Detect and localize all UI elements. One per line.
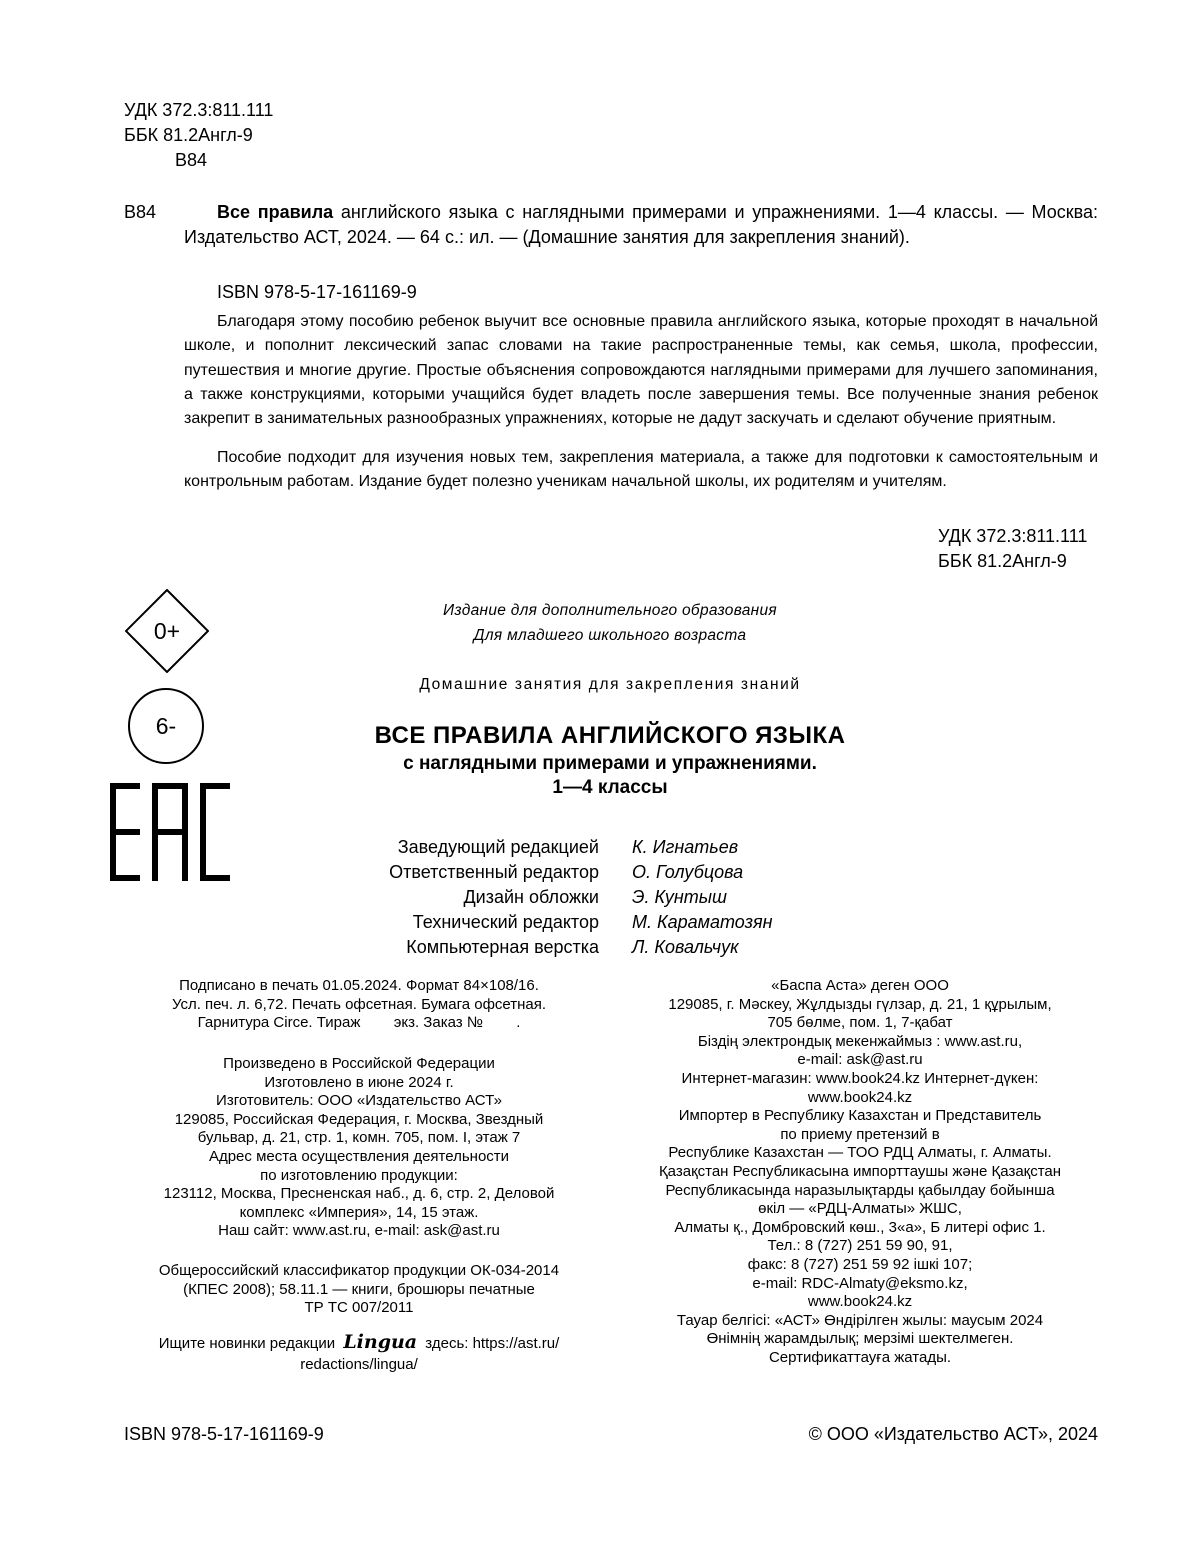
production-line: Произведено в Российской Федерации [223, 1055, 495, 1072]
credit-name: М. Караматозян [632, 912, 773, 932]
kz-info-line: Сертификаттауға жатады. [768, 1348, 952, 1366]
lingua-logo: Lingua [343, 1331, 418, 1353]
book-title-sub: с наглядными примерами и упражнениями. [403, 753, 817, 774]
credit-role: Ответственный редактор [389, 862, 599, 882]
kz-info-line: Өнімнің жарамдылық; мерзімі шектелмеген. [706, 1330, 1014, 1348]
annotation-paragraph-1: Благодаря этому пособию ребенок выучит все основные правила английского языка, которые проходят в начальной школе, и пополнит лексический запас словами на такие распространенные темы, как семья, школа, профессии, путешествия и многие другие. Простые объяснения сопровождаются наглядными примерами для лучшего запоминания, а также конструкциями, которыми учащийся будет владеть после завершения темы. Все полученные знания ребенок закрепит в занимательных разнообразных упражнениях, которые не дадут заскучать и сделают обучение приятным. [184, 313, 1098, 428]
footer-isbn: ISBN 978-5-17-161169-9 [124, 1424, 324, 1444]
kz-info-line: Импортер в Республику Казахстан и Представитель [678, 1107, 1042, 1125]
kz-info-line: Біздің электрондық мекенжаймыз : www.ast.ru, [697, 1032, 1023, 1050]
age-rating-diamond-label: 0+ [153, 617, 181, 644]
biblio-udk: УДК 372.3:811.111 [938, 526, 1088, 546]
production-line: Изготовитель: ООО «Издательство АСТ» [216, 1092, 502, 1110]
production-line: Наш сайт: www.ast.ru, e-mail: ask@ast.ru [218, 1222, 500, 1240]
biblio-title-bold: Все правила [217, 202, 334, 222]
kz-info-line: Тауар белгісі: «АСТ» Өндірілген жылы: маусым 2024 [676, 1311, 1044, 1329]
credit-role: Технический редактор [412, 912, 599, 932]
kz-info-line: www.book24.kz [807, 1088, 913, 1106]
top-index [124, 98, 273, 173]
production-line: 129085, Российская Федерация, г. Москва, Звездный [174, 1110, 544, 1128]
series-title: Домашние занятия для закрепления знаний [419, 676, 801, 693]
age-rating-diamond [125, 589, 209, 673]
credit-row [300, 935, 820, 960]
kz-info-line: «Баспа Аста» деген ООО [771, 977, 949, 994]
lingua-text-after: здесь: https://ast.ru/ [425, 1335, 560, 1352]
production-info [118, 1055, 600, 1241]
kz-info-line: 705 бөлме, пом. 1, 7-қабат [767, 1014, 953, 1032]
kz-info-line: 129085, г. Мәскеу, Жұлдызды гүлзар, д. 21, 1 құрылым, [668, 995, 1052, 1013]
book-title-grades: 1—4 классы [552, 777, 668, 798]
kz-info-line: e-mail: ask@ast.ru [797, 1051, 923, 1069]
credit-role: Дизайн обложки [463, 887, 599, 907]
print-info [118, 977, 600, 1033]
top-udk: УДК 372.3:811.111 [124, 100, 274, 120]
credit-name: Л. Ковальчук [632, 937, 739, 957]
classifier-line: Общероссийский классификатор продукции ОК-034-2014 [158, 1262, 560, 1279]
credit-row [300, 885, 820, 910]
edition-note-1: Издание для дополнительного образования [442, 602, 777, 619]
kz-info-line: Республикасында наразылықтарды қабылдау бойынша [665, 1181, 1055, 1199]
print-info-line: Подписано в печать 01.05.2024. Формат 84×108/16. [179, 977, 539, 994]
footer-copyright: © ООО «Издательство АСТ», 2024 [808, 1424, 1098, 1444]
classifier-info [118, 1262, 600, 1318]
biblio-bbk: ББК 81.2Англ-9 [938, 551, 1067, 571]
kz-info-line: по приему претензий в [780, 1125, 940, 1143]
eac-icon [110, 783, 230, 881]
age-rating-circle: 6- [128, 688, 204, 764]
biblio-index [938, 524, 1087, 574]
eac-mark [110, 783, 230, 881]
kz-info [620, 977, 1100, 1367]
top-bbk: ББК 81.2Англ-9 [124, 125, 253, 145]
biblio-record [184, 200, 1098, 250]
edition-notes [380, 598, 840, 648]
production-line: Адрес места осуществления деятельности [208, 1147, 510, 1165]
biblio-mark: В84 [124, 202, 157, 222]
book-title [290, 722, 930, 799]
print-info-line: Гарнитура Circe. Тираж экз. Заказ № . [197, 1014, 521, 1032]
kz-info-line: факс: 8 (727) 251 59 92 ішкі 107; [747, 1255, 973, 1273]
annotation-paragraph-2: Пособие подходит для изучения новых тем, закрепления материала, а также для подготовки к самостоятельным и контрольным работам. Издание будет полезно ученикам начальной школы, их родителям и учителям. [184, 449, 1098, 491]
production-line: по изготовлению продукции: [260, 1166, 458, 1184]
lingua-notice [118, 1330, 600, 1375]
production-line: Изготовлено в июне 2024 г. [264, 1073, 454, 1091]
lingua-line-2: redactions/lingua/ [300, 1356, 418, 1373]
production-line: 123112, Москва, Пресненская наб., д. 6, стр. 2, Деловой [163, 1185, 555, 1203]
kz-info-line: Алматы қ., Домбровский көш., 3«а», Б литері офис 1. [674, 1218, 1046, 1236]
kz-info-line: Республике Казахстан — ТОО РДЦ Алматы, г. Алматы. [668, 1144, 1052, 1162]
print-info-line: Усл. печ. л. 6,72. Печать офсетная. Бумага офсетная. [171, 995, 547, 1013]
credit-name: К. Игнатьев [632, 837, 739, 857]
credit-name: Э. Кунтыш [632, 887, 727, 907]
production-line: комплекс «Империя», 14, 15 этаж. [239, 1203, 479, 1221]
classifier-line: (КПЕС 2008); 58.11.1 — книги, брошюры печатные [183, 1280, 535, 1298]
kz-info-line: Интернет-магазин: www.book24.kz Интернет-дүкен: [681, 1069, 1039, 1087]
credit-row [300, 860, 820, 885]
kz-info-line: өкіл — «РДЦ-Алматы» ЖШС, [758, 1200, 962, 1218]
kz-info-line: Қазақстан Республикасына импорттаушы және Қазақстан [658, 1162, 1062, 1180]
credits [300, 835, 820, 960]
credit-row [300, 910, 820, 935]
credit-row [300, 835, 820, 860]
kz-info-line: e-mail: RDC-Almaty@eksmo.kz, [752, 1274, 968, 1292]
kz-info-line: Тел.: 8 (727) 251 59 90, 91, [767, 1237, 953, 1255]
production-line: бульвар, д. 21, стр. 1, комн. 705, пом. I, этаж 7 [197, 1129, 521, 1147]
credit-name: О. Голубцова [632, 862, 744, 882]
kz-info-line: www.book24.kz [807, 1293, 913, 1311]
top-author-mark: В84 [175, 150, 208, 170]
lingua-line-1 [118, 1330, 600, 1356]
credit-role: Компьютерная верстка [406, 937, 599, 957]
biblio-isbn: ISBN 978-5-17-161169-9 [217, 282, 417, 302]
biblio-title-rest: английского языка с наглядными примерами и упражнениями. 1—4 классы. — Москва: Издательство АСТ, 2024. — 64 с.: ил. — (Домашние занятия для закрепления знаний). [184, 202, 1098, 247]
edition-note-2: Для младшего школьного возраста [473, 627, 747, 644]
classifier-line: ТР ТС 007/2011 [304, 1299, 414, 1317]
book-title-main: ВСЕ ПРАВИЛА АНГЛИЙСКОГО ЯЗЫКА [374, 722, 846, 749]
lingua-text-before: Ищите новинки редакции [158, 1335, 336, 1352]
credit-role: Заведующий редакцией [397, 837, 599, 857]
